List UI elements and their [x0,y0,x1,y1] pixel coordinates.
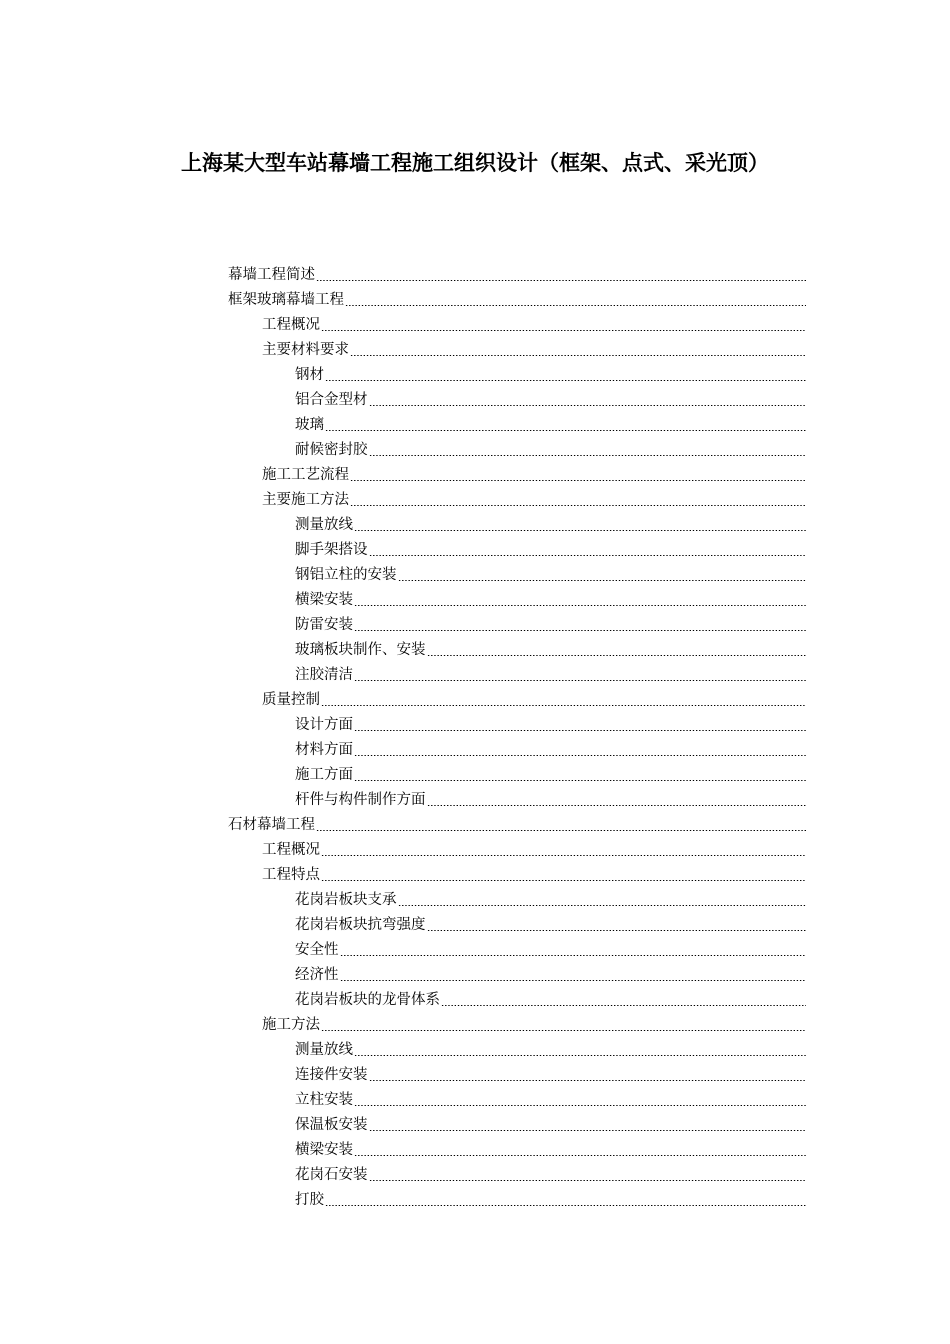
toc-dot-leader [340,980,807,981]
toc-entry[interactable] [228,437,806,462]
toc-entry[interactable] [228,912,806,937]
toc-entry[interactable] [228,462,806,487]
toc-entry-text: 杆件与构件制作方面 [295,792,426,808]
toc-entry[interactable] [228,537,806,562]
toc-dot-leader [321,705,806,706]
toc-entry-text: 经济性 [295,967,339,983]
toc-entry-text: 幕墙工程简述 [228,267,315,283]
document-title: 上海某大型车站幕墙工程施工组织设计（框架、点式、采光顶） [181,151,769,175]
toc-dot-leader [427,805,807,806]
toc-dot-leader [325,380,806,381]
toc-dot-leader [321,1030,806,1031]
toc-dot-leader [354,780,806,781]
toc-entry-text: 花岗岩板块的龙骨体系 [295,992,440,1008]
toc-entry[interactable] [228,612,806,637]
toc-entry-text: 测量放线 [295,517,353,533]
toc-entry-text: 主要施工方法 [262,492,349,508]
toc-entry[interactable] [228,762,806,787]
toc-entry-text: 主要材料要求 [262,342,349,358]
toc-entry-text: 玻璃板块制作、安装 [295,642,426,658]
toc-entry-text: 框架玻璃幕墙工程 [228,292,344,308]
toc-entry-text: 玻璃 [295,417,324,433]
toc-dot-leader [369,1080,807,1081]
toc-dot-leader [354,605,806,606]
toc-entry[interactable] [228,1062,806,1087]
toc-dot-leader [316,280,806,281]
toc-entry[interactable] [228,1162,806,1187]
toc-dot-leader [427,930,807,931]
toc-entry-text: 立柱安装 [295,1092,353,1108]
toc-dot-leader [350,480,806,481]
toc-dot-leader [369,455,807,456]
toc-entry[interactable] [228,637,806,662]
toc-entry[interactable] [228,312,806,337]
toc-entry[interactable] [228,387,806,412]
toc-entry[interactable] [228,262,806,287]
toc-dot-leader [321,855,806,856]
toc-entry[interactable] [228,937,806,962]
toc-dot-leader [369,405,807,406]
toc-entry-text: 横梁安装 [295,592,353,608]
toc-dot-leader [427,655,807,656]
toc-entry[interactable] [228,862,806,887]
toc-dot-leader [354,630,806,631]
toc-entry[interactable] [228,1137,806,1162]
toc-entry-text: 钢材 [295,367,324,383]
toc-entry[interactable] [228,562,806,587]
toc-dot-leader [354,1055,806,1056]
toc-entry[interactable] [228,512,806,537]
toc-entry[interactable] [228,587,806,612]
toc-dot-leader [398,905,807,906]
toc-entry-text: 石材幕墙工程 [228,817,315,833]
toc-entry-text: 质量控制 [262,692,320,708]
toc-entry-text: 工程概况 [262,842,320,858]
toc-entry[interactable] [228,712,806,737]
toc-entry-text: 脚手架搭设 [295,542,368,558]
toc-entry-text: 施工方法 [262,1017,320,1033]
toc-entry-text: 连接件安装 [295,1067,368,1083]
toc-dot-leader [354,680,806,681]
toc-dot-leader [354,755,806,756]
toc-entry[interactable] [228,1037,806,1062]
toc-entry[interactable] [228,887,806,912]
toc-entry-text: 打胶 [295,1192,324,1208]
toc-entry[interactable] [228,412,806,437]
toc-entry-text: 花岗岩板块支承 [295,892,397,908]
toc-entry[interactable] [228,787,806,812]
toc-entry[interactable] [228,1012,806,1037]
toc-dot-leader [369,1130,807,1131]
toc-entry-text: 花岗岩板块抗弯强度 [295,917,426,933]
toc-dot-leader [321,330,806,331]
toc-entry[interactable] [228,812,806,837]
toc-dot-leader [350,355,806,356]
toc-dot-leader [369,555,807,556]
toc-dot-leader [354,1105,806,1106]
toc-entry-text: 设计方面 [295,717,353,733]
toc-entry-text: 花岗石安装 [295,1167,368,1183]
toc-entry-text: 横梁安装 [295,1142,353,1158]
toc-entry[interactable] [228,662,806,687]
toc-entry[interactable] [228,337,806,362]
toc-dot-leader [340,955,807,956]
toc-entry[interactable] [228,287,806,312]
toc-dot-leader [345,305,806,306]
toc-dot-leader [354,530,806,531]
toc-entry[interactable] [228,837,806,862]
toc-entry[interactable] [228,1187,806,1212]
toc-entry-text: 耐候密封胶 [295,442,368,458]
toc-entry-text: 材料方面 [295,742,353,758]
toc-entry[interactable] [228,687,806,712]
toc-entry-text: 施工方面 [295,767,353,783]
toc-entry-text: 保温板安装 [295,1117,368,1133]
toc-entry-text: 钢铝立柱的安装 [295,567,397,583]
toc-dot-leader [354,1155,806,1156]
toc-entry-text: 注胶清洁 [295,667,353,683]
toc-dot-leader [321,880,806,881]
toc-dot-leader [316,830,806,831]
toc-entry-text: 防雷安装 [295,617,353,633]
toc-entry-text: 工程特点 [262,867,320,883]
toc-entry[interactable] [228,1087,806,1112]
toc-dot-leader [369,1180,807,1181]
toc-entry-text: 施工工艺流程 [262,467,349,483]
toc-dot-leader [398,580,807,581]
toc-entry[interactable] [228,362,806,387]
toc-dot-leader [354,730,806,731]
toc-entry-text: 测量放线 [295,1042,353,1058]
toc-entry[interactable] [228,987,806,1012]
table-of-contents [228,262,806,1212]
toc-entry-text: 安全性 [295,942,339,958]
toc-dot-leader [325,430,806,431]
toc-dot-leader [350,505,806,506]
toc-entry-text: 铝合金型材 [295,392,368,408]
toc-entry-text: 工程概况 [262,317,320,333]
toc-entry[interactable] [228,487,806,512]
toc-entry[interactable] [228,737,806,762]
toc-entry[interactable] [228,962,806,987]
toc-dot-leader [441,1005,806,1006]
toc-dot-leader [325,1205,806,1206]
toc-entry[interactable] [228,1112,806,1137]
